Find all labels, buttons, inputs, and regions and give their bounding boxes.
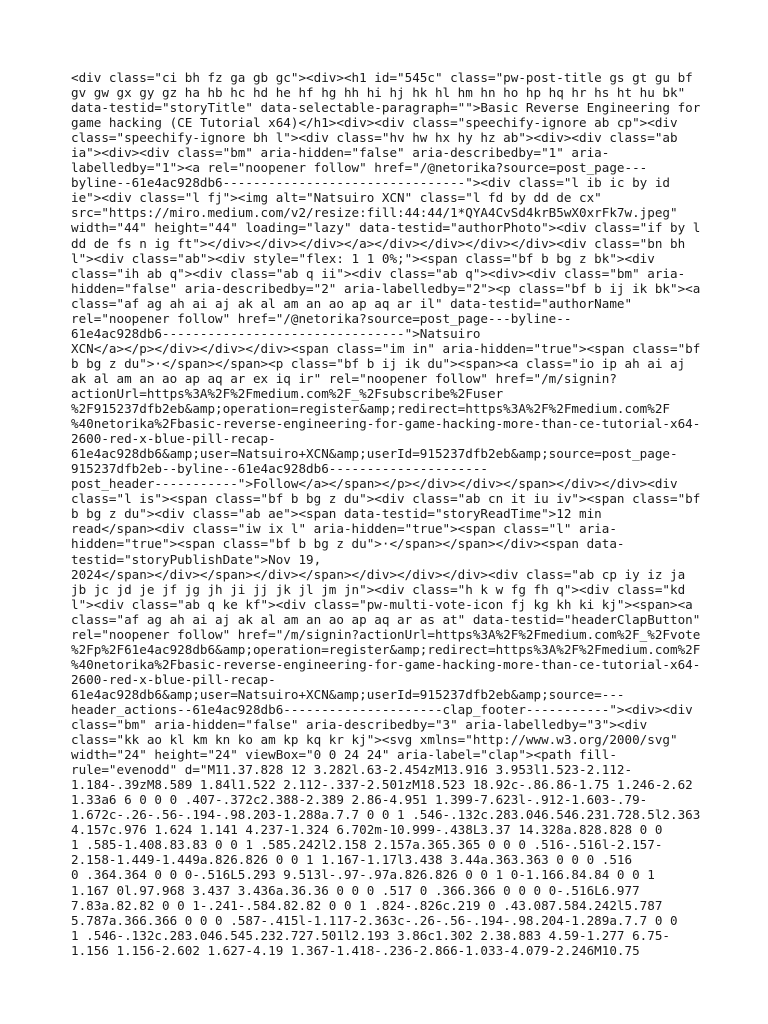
code-line: width="44" height="44" loading="lazy" data-testid="authorPhoto"><div class="if by l [71, 220, 701, 236]
code-line: ie"><div class="l fj"><img alt="Natsuiro XCN" class="l fd by dd de cx" [71, 190, 602, 206]
code-line: 4.157c.976 1.624 1.141 4.237-1.324 6.702m-10.999-.438L3.37 14.328a.828.828 0 0 [71, 822, 663, 838]
code-line: 1 .546-.132c.283.046.545.232.727.501l2.193 3.86c1.302 2.38.883 4.59-1.277 6.75- [71, 927, 670, 943]
code-line: b bg z du"><div class="ab ae"><span data-testid="storyReadTime">12 min [71, 506, 602, 522]
code-line: width="24" height="24" viewBox="0 0 24 24" aria-label="clap"><path fill- [71, 747, 617, 763]
code-line: class="af ag ah ai aj ak al am an ao ap aq ar il" data-testid="authorName" [71, 295, 633, 311]
code-line: 915237dfb2eb--byline--61e4ac928db6--------------------- [71, 461, 489, 477]
code-line: 1.167 0l.97.968 3.437 3.436a.36.36 0 0 0 .517 0 .366.366 0 0 0 0-.516L6.977 [71, 882, 640, 898]
code-line: 2600-red-x-blue-pill-recap- [71, 431, 276, 447]
code-line: l"><div class="ab"><div style="flex: 1 1 0%;"><span class="bf b bg z bk"><div [71, 250, 655, 266]
code-line: class="speechify-ignore bh l"><div class="hv hw hx hy hz ab"><div><div class="ab [71, 130, 678, 146]
code-line: game hacking (CE Tutorial x64)</h1><div><div class="speechify-ignore ab cp"><div [71, 115, 678, 131]
code-line: gv gw gx gy gz ha hb hc hd he hf hg hh hi hj hk hl hm hn ho hp hq hr hs ht hu bk" [71, 85, 686, 101]
code-line: class="ih ab q"><div class="ab q ii"><div class="ab q"><div><div class="bm" aria- [71, 265, 686, 281]
code-line: byline--61e4ac928db6--------------------------------"><div class="l ib ic by id [71, 175, 670, 191]
code-line: 2024</span></div></span></div></span></div></div></div><div class="ab cp iy iz ja [71, 566, 686, 582]
code-line: labelledby="1"><a rel="noopener follow" href="/@netorika?source=post_page--- [71, 160, 648, 176]
code-line: class="bm" aria-hidden="false" aria-describedby="3" aria-labelledby="3"><div [71, 717, 648, 733]
code-line: testid="storyPublishDate">Nov 19, [71, 551, 322, 567]
code-line: jb jc jd je jf jg jh ji jj jk jl jm jn"><div class="h k w fg fh q"><div class="kd [71, 581, 686, 597]
code-line: header_actions--61e4ac928db6---------------------clap_footer-----------"><div><div [71, 701, 693, 717]
code-line: 2600-red-x-blue-pill-recap- [71, 671, 276, 687]
code-line: <div class="ci bh fz ga gb gc"><div><h1 id="545c" class="pw-post-title gs gt gu bf [71, 70, 693, 85]
code-line: 1.672c-.26-.56-.194-.98.203-1.288a.7.7 0 0 1 .546-.132c.283.046.546.231.728.5l2.363 [71, 807, 701, 823]
code-line: 7.83a.82.82 0 0 1-.241-.584.82.82 0 0 1 .824-.826c.219 0 .43.087.584.242l5.787 [71, 897, 663, 913]
code-line: post_header-----------">Follow</a></span></p></div></div></span></div></div><div [71, 476, 678, 492]
code-line: src="https://miro.medium.com/v2/resize:fill:44:44/1*QYA4CvSd4krB5wX0xrFk7w.jpeg" [71, 205, 678, 221]
code-line: dd de fs n ig ft"></div></div></div></a></div></div></div></div><div class="bn bh [71, 235, 686, 251]
code-document [71, 70, 711, 958]
code-line: 5.787a.366.366 0 0 0 .587-.415l-1.117-2.363c-.26-.56-.194-.98.204-1.289a.7.7 0 0 [71, 912, 678, 928]
code-line: 1.156 1.156-2.602 1.627-4.19 1.367-1.418-.236-2.866-1.033-4.079-2.246M10.75 [71, 942, 640, 958]
code-line: read</span><div class="iw ix l" aria-hidden="true"><span class="l" aria- [71, 521, 617, 537]
code-line: hidden="false" aria-describedby="2" aria-labelledby="2"><p class="bf b ij ik bk"><a [71, 280, 701, 296]
code-line: rel="noopener follow" href="/@netorika?source=post_page---byline-- [71, 310, 572, 326]
code-line: ia"><div><div class="bm" aria-hidden="false" aria-describedby="1" aria- [71, 145, 610, 161]
code-line: 61e4ac928db6&amp;user=Natsuiro+XCN&amp;userId=915237dfb2eb&amp;source=--- [71, 686, 625, 702]
code-line: 1.33a6 6 0 0 0 .407-.372c2.388-2.389 2.86-4.951 1.399-7.623l-.912-1.603-.79- [71, 792, 648, 808]
code-line: %2Fp%2F61e4ac928db6&amp;operation=register&amp;redirect=https%3A%2F%2Fmedium.com%2F [71, 641, 701, 657]
code-line: l"><div class="ab q ke kf"><div class="pw-multi-vote-icon fj kg kh ki kj"><span><a [71, 596, 693, 612]
code-line: 61e4ac928db6&amp;user=Natsuiro+XCN&amp;userId=915237dfb2eb&amp;source=post_page- [71, 446, 678, 462]
code-line: actionUrl=https%3A%2F%2Fmedium.com%2F_%2Fsubscribe%2Fuser [71, 385, 504, 401]
code-line: 61e4ac928db6--------------------------------">Natsuiro [71, 325, 481, 341]
code-line: class="l is"><span class="bf b bg z du"><div class="ab cn it iu iv"><span class="bf [71, 491, 701, 507]
code-line: 0 .364.364 0 0 0-.516L5.293 9.513l-.97-.97a.826.826 0 0 1 0-1.166.84.84 0 0 1 [71, 867, 655, 883]
code-line: %40netorika%2Fbasic-reverse-engineering-for-game-hacking-more-than-ce-tutorial-x64- [71, 656, 701, 672]
code-line: class="af ag ah ai aj ak al am an ao ap aq ar as at" data-testid="headerClapButton" [71, 611, 701, 627]
code-line: class="kk ao kl km kn ko am kp kq kr kj"><svg xmlns="http://www.w3.org/2000/svg" [71, 732, 678, 748]
code-line: 1.184-.39zM8.589 1.84l1.522 2.112-.337-2.501zM18.523 18.92c-.86.86-1.75 1.246-2.62 [71, 777, 693, 793]
code-line: hidden="true"><span class="bf b bg z du">·</span></span></div><span data- [71, 536, 625, 552]
code-line: rule="evenodd" d="M11.37.828 12 3.282l.63-2.454zM13.916 3.953l1.523-2.112- [71, 762, 633, 778]
code-line: 2.158-1.449-1.449a.826.826 0 0 1 1.167-1.17l3.438 3.44a.363.363 0 0 0 .516 [71, 852, 633, 868]
code-line: data-testid="storyTitle" data-selectable-paragraph="">Basic Reverse Engineering for [71, 100, 701, 116]
code-line: XCN</a></p></div></div></div><span class="im in" aria-hidden="true"><span class="bf [71, 340, 701, 356]
code-line: rel="noopener follow" href="/m/signin?actionUrl=https%3A%2F%2Fmedium.com%2F_%2Fvote [71, 626, 701, 642]
code-line: %2F915237dfb2eb&amp;operation=register&amp;redirect=https%3A%2F%2Fmedium.com%2F [71, 401, 670, 417]
code-line: b bg z du">·</span></span><p class="bf b ij ik du"><span><a class="io ip ah ai aj [71, 355, 686, 371]
code-line: %40netorika%2Fbasic-reverse-engineering-for-game-hacking-more-than-ce-tutorial-x64- [71, 416, 701, 432]
code-line: 1 .585-1.408.83.83 0 0 1 .585.242l2.158 2.157a.365.365 0 0 0 .516-.516l-2.157- [71, 837, 663, 853]
code-line: ak al am an ao ap aq ar ex iq ir" rel="noopener follow" href="/m/signin? [71, 370, 617, 386]
